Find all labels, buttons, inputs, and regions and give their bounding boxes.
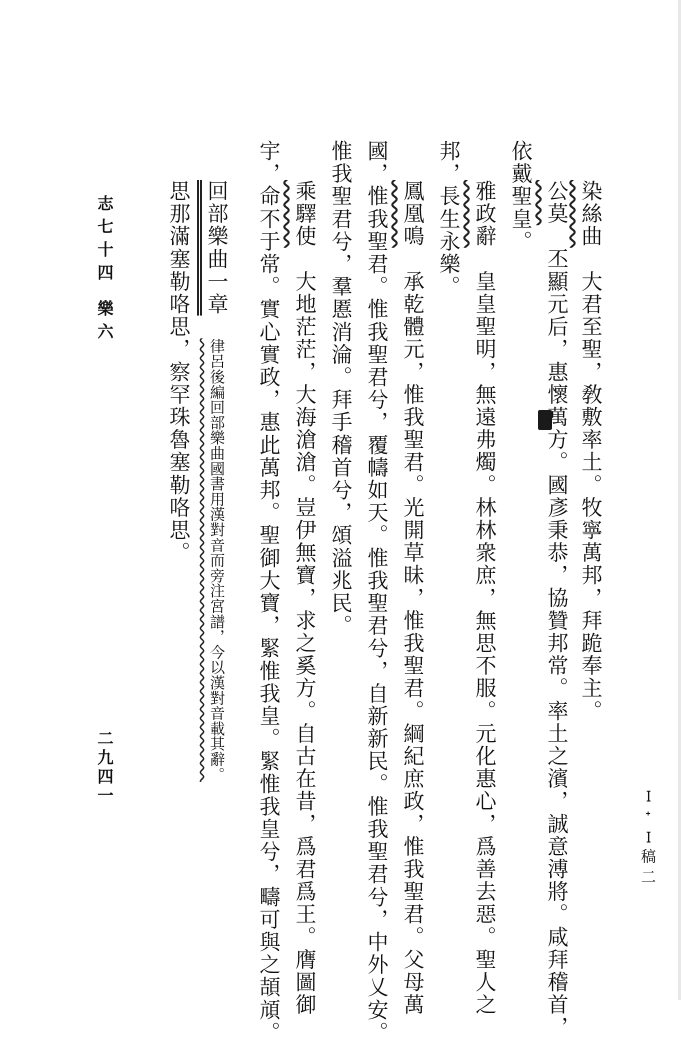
verse-5-column-1 [294, 180, 315, 1016]
verse-title-yazhengci: 雅政辭 [473, 180, 497, 248]
verse-line: 大地茫茫，大海滄滄。豈伊無寶，求之奚方。自古在昔，爲君爲王。膺圖御 [293, 270, 317, 1017]
verse-3-column-2: 邦，長生永樂。 [437, 140, 461, 299]
page-number: 二九四一 [95, 730, 114, 806]
chapter-title: 回部樂曲一章 [205, 180, 229, 316]
verse-2-column-1 [546, 180, 567, 1039]
margin-note: ꟷ ᐩ ꟷ 稿 二 [639, 790, 657, 885]
verse-title-gongmo: 公莫 [545, 180, 569, 226]
verse-3-column-1 [474, 180, 495, 1016]
verse-5-column-2: 宇，命不于常。實心實政，惠此萬邦。聖御大寶，緊惟我皇。緊惟我皇兮，疇可與之頡頏。 [257, 140, 281, 1044]
verse-title-fenghuangming: 鳳凰鳴 [401, 180, 425, 248]
verse-title-chengyishi: 乘驛使 [293, 180, 317, 248]
running-header-section: 樂六 [95, 300, 114, 346]
running-header-volume: 志七十四 [95, 195, 114, 287]
verse-line: 承乾體元，惟我聖君。光開草昧，惟我聖君。綱紀庶政，惟我聖君。父母萬 [401, 270, 425, 1017]
verse-title-ransiqu: 染絲曲 [579, 180, 603, 248]
verse-line: 皇皇聖明，無遠弗燭。林林衆庶，無思不服。元化惠心，爲善去惡。聖人之 [473, 270, 497, 1017]
verse-1-column-1 [580, 180, 601, 722]
chapter-note: 律呂後編回部樂曲國書用漢對音而旁注宮譜，今以漢對音載其辭。 [208, 338, 226, 782]
chapter-heading-column [206, 180, 227, 782]
verse-line: 丕顯元后，惠懷萬方。國彥秉恭，協贊邦常。率土之濱，誠意溥將。咸拜稽首， [545, 247, 569, 1039]
verse-2-column-2: 依戴聖皇。 [509, 140, 533, 253]
verse-4-column-1 [402, 180, 423, 1016]
verse-4-column-3: 惟我聖君兮，羣慝消淪。拜手稽首兮，頌溢兆民。 [329, 140, 353, 638]
verse-4-column-2: 國，惟我聖君。惟我聖君兮，覆幬如天。惟我聖君兮，自新新民。惟我聖君兮，中外乂安。 [365, 140, 389, 1044]
chapter-lyrics: 思那滿塞勒咯思，察罕珠魯塞勒咯思。 [167, 180, 191, 565]
verse-line: 大君至聖，敎敷率土。牧寧萬邦，拜跪奉主。 [579, 270, 603, 723]
